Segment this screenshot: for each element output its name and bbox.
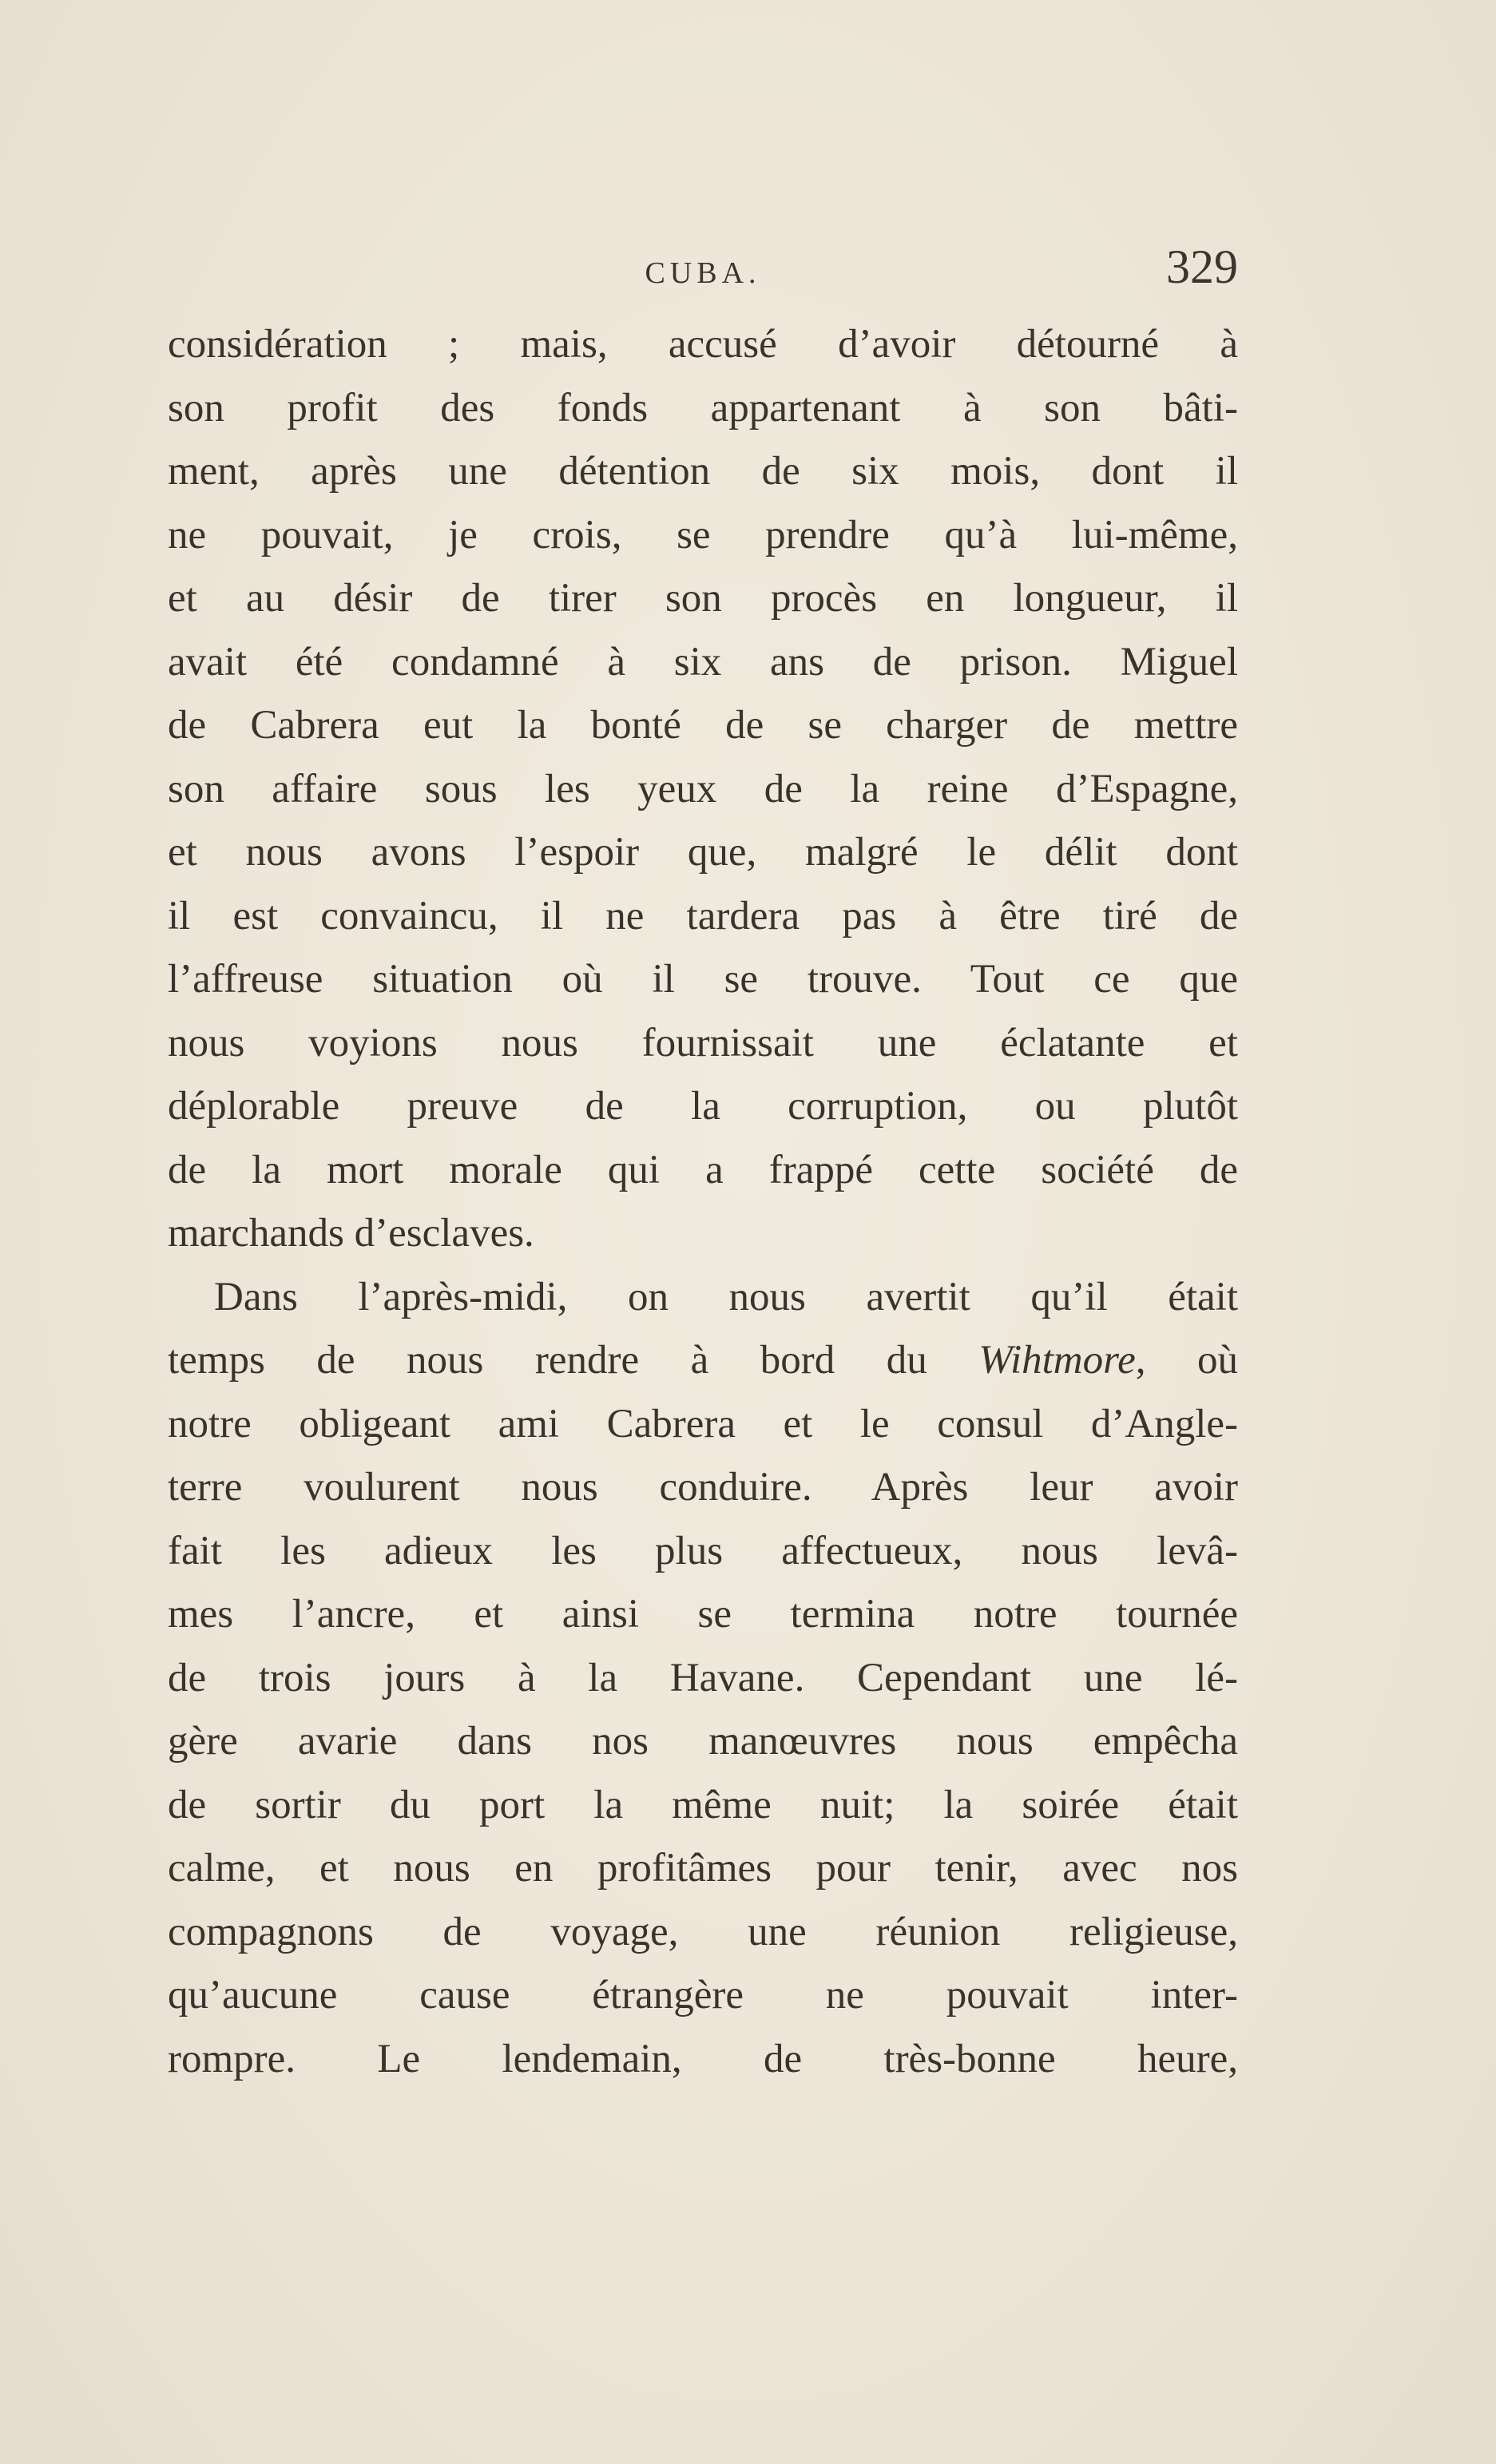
text-line-end: , où bbox=[1135, 1338, 1239, 1383]
page-header bbox=[168, 240, 1238, 311]
text-line: marchands d’esclaves. bbox=[168, 1211, 534, 1256]
text-line: rompre. Le lendemain, de très-bonne heure, bbox=[168, 2036, 1238, 2081]
text-line: fait les adieux les plus affectueux, nous levâ- bbox=[168, 1528, 1238, 1573]
text-line bbox=[168, 1329, 1238, 1393]
paragraph-start-line: Dans l’après-midi, on nous avertit qu’il était bbox=[214, 1274, 1238, 1319]
running-head: CUBA. bbox=[645, 256, 761, 290]
text-line: et nous avons l’espoir que, malgré le délit dont bbox=[168, 830, 1238, 875]
text-line: gère avarie dans nos manœuvres nous empêcha bbox=[168, 1719, 1238, 1764]
text-line: mes l’ancre, et ainsi se termina notre tournée bbox=[168, 1592, 1238, 1637]
text-line: son affaire sous les yeux de la reine d’Espagne, bbox=[168, 766, 1238, 811]
text-line: de trois jours à la Havane. Cependant une lé- bbox=[168, 1655, 1238, 1700]
text-line: de Cabrera eut la bonté de se charger de mettre bbox=[168, 703, 1238, 748]
text-line: il est convaincu, il ne tardera pas à être tiré de bbox=[168, 893, 1238, 938]
text-line: calme, et nous en profitâmes pour tenir, avec nos bbox=[168, 1846, 1238, 1891]
text-line: de sortir du port la même nuit; la soirée était bbox=[168, 1782, 1238, 1827]
text-line: compagnons de voyage, une réunion religieuse, bbox=[168, 1909, 1238, 1954]
body-text bbox=[168, 313, 1238, 2091]
text-line: terre voulurent nous conduire. Après leur avoir bbox=[168, 1465, 1238, 1510]
text-line: nous voyions nous fournissait une éclatante et bbox=[168, 1020, 1238, 1065]
text-line: de la mort morale qui a frappé cette société de bbox=[168, 1147, 1238, 1192]
text-line: considération ; mais, accusé d’avoir détourné à bbox=[168, 322, 1238, 367]
text-line: déplorable preuve de la corruption, ou plutôt bbox=[168, 1084, 1238, 1129]
text-line: l’affreuse situation où il se trouve. Tout ce que bbox=[168, 957, 1238, 1002]
text-line: avait été condamné à six ans de prison. Miguel bbox=[168, 639, 1238, 684]
text-line: notre obligeant ami Cabrera et le consul d’Angle- bbox=[168, 1401, 1238, 1446]
ship-name: Wihtmore bbox=[978, 1338, 1136, 1383]
text-line: et au désir de tirer son procès en longueur, il bbox=[168, 576, 1238, 621]
text-line: qu’aucune cause étrangère ne pouvait inter- bbox=[168, 1973, 1238, 2018]
page-number: 329 bbox=[1166, 240, 1238, 293]
text-line-start: temps de nous rendre à bord du bbox=[168, 1338, 979, 1383]
text-line: ment, après une détention de six mois, dont il bbox=[168, 449, 1238, 494]
text-line: son profit des fonds appartenant à son bâti- bbox=[168, 385, 1238, 431]
text-line: ne pouvait, je crois, se prendre qu’à lui-même, bbox=[168, 512, 1238, 557]
